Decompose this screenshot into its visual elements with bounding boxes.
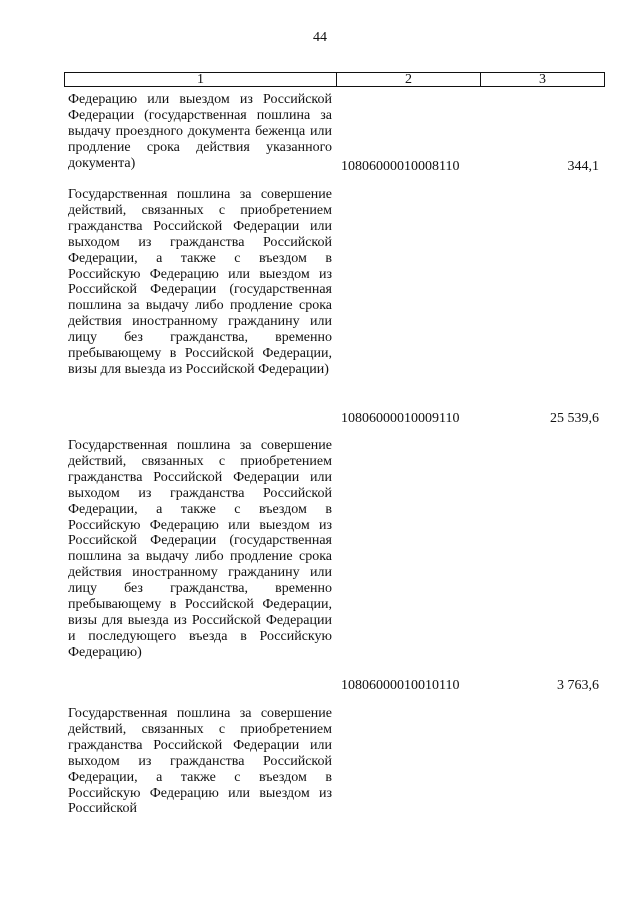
row-description: Федерацию или выездом из Российской Федерации (государственная пошлина за выдачу проездного документа беженца или продление срока действия указанного документа) (68, 92, 332, 171)
table-row (64, 187, 605, 433)
row-description: Государственная пошлина за совершение действий, связанных с приобретением гражданства Российской Федерации или выходом из гражданства Российской Федерации, а также с въездом в Российскую Федерацию или выездом из Российской (68, 706, 332, 817)
row-description: Государственная пошлина за совершение действий, связанных с приобретением гражданства Российской Федерации или выходом из гражданства Российской Федерации, а также с въездом в Российскую Федерацию или выездом из Российской Федерации (государственная пошлина за выдачу либо продление срока действия иностранному гражданину или лицу без гражданства, временно пребывающему в Российской Федерации, визы для выезда из Российской Федерации) (68, 187, 332, 377)
row-amount: 25 539,6 (550, 411, 599, 426)
table-row (64, 92, 605, 180)
column-header-1: 1 (65, 73, 337, 86)
row-amount: 344,1 (567, 159, 599, 174)
row-code: 10806000010008110 (341, 159, 460, 174)
page-number: 44 (313, 30, 327, 45)
table-row (64, 706, 605, 826)
row-code: 10806000010010110 (341, 678, 460, 693)
row-description: Государственная пошлина за совершение действий, связанных с приобретением гражданства Российской Федерации или выходом из гражданства Российской Федерации, а также с въездом в Российскую Федерацию или выездом из Российской Федерации (государственная пошлина за выдачу либо продление срока действия иностранному гражданину или лицу без гражданства, временно пребывающему в Российской Федерации, визы для выезда из Российской Федерации и последующего въезда в Российскую Федерацию) (68, 438, 332, 660)
row-amount: 3 763,6 (557, 678, 599, 693)
column-header-3: 3 (539, 72, 546, 87)
table-row (64, 438, 605, 700)
row-code: 10806000010009110 (341, 411, 460, 426)
column-header-2: 2 (337, 73, 481, 86)
table-header (64, 72, 605, 87)
